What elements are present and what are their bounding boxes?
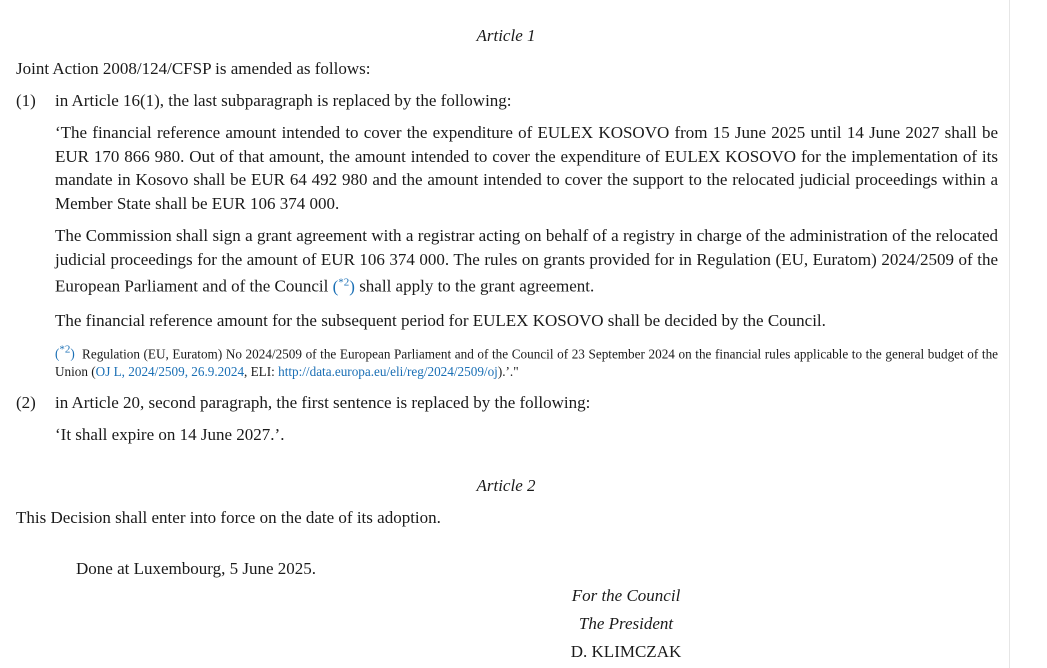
item-1-number: (1) bbox=[16, 91, 36, 110]
item-2-quote: ‘It shall expire on 14 June 2027.’. bbox=[55, 425, 285, 444]
item-1-paragraph-2 bbox=[55, 224, 998, 298]
article-1-title: Article 1 bbox=[476, 26, 536, 45]
article-1-intro: Joint Action 2008/124/CFSP is amended as follows: bbox=[16, 59, 371, 78]
footnote-eli-label: , ELI: bbox=[244, 364, 279, 380]
item-1-paragraph-3: The financial reference amount for the subsequent period for EULEX KOSOVO shall be decided by the Council. bbox=[55, 311, 826, 330]
footnote-marker-link[interactable]: ($^{*2}$) bbox=[55, 344, 75, 362]
footnote-text-after: ).’." bbox=[497, 364, 519, 380]
done-at-line: Done at Luxembourg, 5 June 2025. bbox=[76, 559, 317, 578]
article-2-text: This Decision shall enter into force on the date of its adoption. bbox=[16, 508, 441, 527]
paragraph-2-text-before: The Commission shall sign a grant agreement with a registrar acting on behalf of a registry in charge of the administration of the relocated judicial proceedings for the amount of EUR 106 374 000. The rules on grants provided for in Regulation (EU, Euratom) 2024/2509 of the European Parliament and of the Council bbox=[55, 226, 998, 296]
item-1-lead: in Article 16(1), the last subparagraph is replaced by the following: bbox=[55, 91, 512, 110]
eli-url-link[interactable]: http://data.europa.eu/eli/reg/2024/2509/oj bbox=[278, 364, 498, 380]
item-2-lead: in Article 20, second paragraph, the first sentence is replaced by the following: bbox=[55, 393, 591, 412]
oj-reference-link[interactable]: OJ L, 2024/2509, 26.9.2024 bbox=[95, 364, 245, 380]
footnote-reference-link[interactable]: ($^{*2}$) bbox=[332, 276, 355, 296]
footnote bbox=[55, 341, 998, 381]
page-edge-divider bbox=[1009, 0, 1010, 668]
item-1-paragraph-1: ‘The financial reference amount intended to cover the expenditure of EULEX KOSOVO from 15 June 2025 until 14 June 2027 shall be EUR 170 866 980. Out of that amount, the amount intended to cover the expenditure of EULEX KOSOVO for the implementation of its mandate in Kosovo shall be EUR 64 492 980 and the amount intended to cover the support to the relocated judicial proceedings within a Member State shall be EUR 106 374 000. bbox=[55, 123, 998, 213]
signature-for-council: For the Council bbox=[571, 586, 681, 605]
footnote-text-before: Regulation (EU, Euratom) No 2024/2509 of the European Parliament and of the Council of 23 September 2024 on the financial rules applicable to the general budget of the Union ( bbox=[55, 346, 999, 380]
signatory-name: D. KLIMCZAK bbox=[570, 642, 682, 661]
article-2-title: Article 2 bbox=[476, 476, 536, 495]
paragraph-2-text-after: shall apply to the grant agreement. bbox=[354, 276, 595, 296]
item-2-number: (2) bbox=[16, 393, 36, 412]
signature-role: The President bbox=[578, 614, 674, 633]
